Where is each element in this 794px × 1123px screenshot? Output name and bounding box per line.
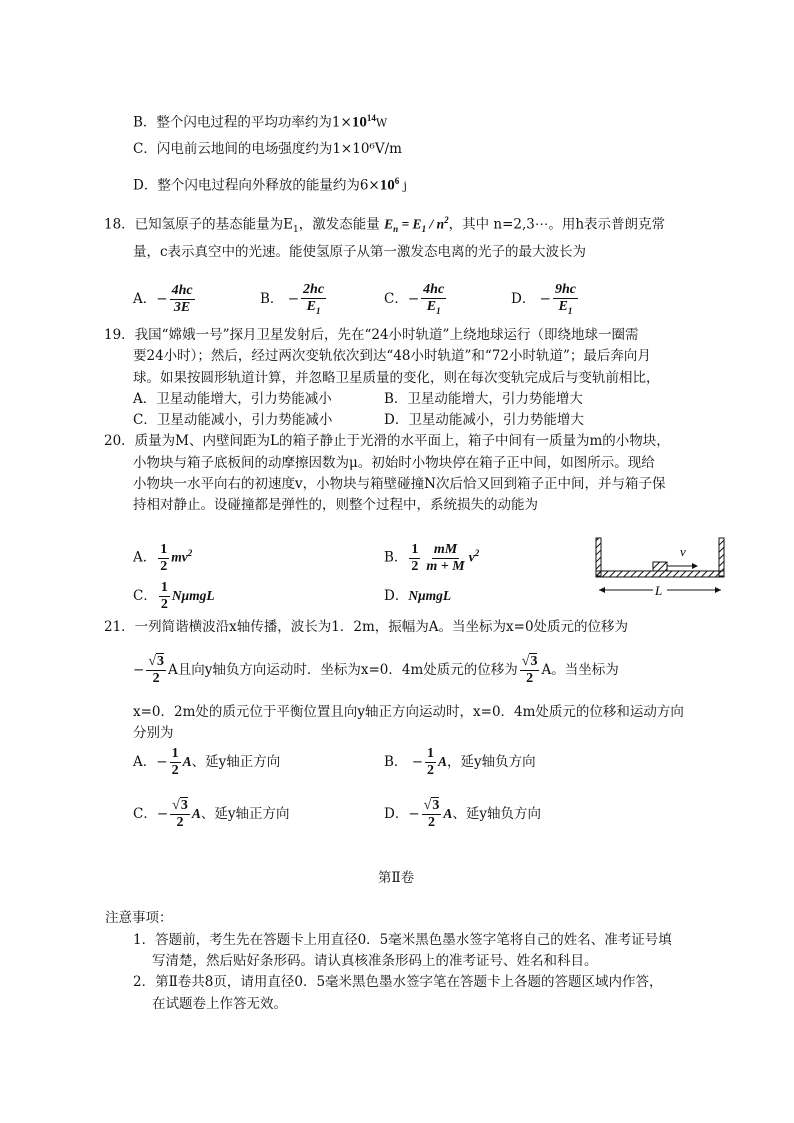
q19-stem-line3: 球。如果按圆形轨道计算，并忽略卫星质量的变化，则在每次变轨完成后与变轨前相比，: [133, 370, 660, 386]
q19-stem-line1: 19．我国“嫦娥一号”探月卫星发射后，先在“24小时轨道”上绕地球运行（即绕地球一圈需: [104, 327, 639, 343]
q21-option-d: D．− $\frac{√3}{2}$ A、延y轴负方向: [384, 798, 541, 830]
notice-item-1-line1: 1．答题前，考生先在答题卡上用直径0．5毫米黑色墨水签字笔将自己的姓名、准考证号填: [133, 932, 672, 948]
q20-option-b: B． $\frac{1}{2}$ $\frac{mM}{m + M}$ $v^2$: [384, 541, 480, 574]
box-left-wall: [596, 538, 601, 576]
notice-item-1-line2: 写清楚，然后贴好条形码。请认真核准条形码上的准考证号、姓名和科目。: [152, 953, 598, 969]
q18-option-a: A．− $\frac{4hc}{3E}$: [133, 283, 193, 315]
part2-title: 第Ⅱ卷: [378, 870, 415, 886]
q21-stem-line1: 21．一列简谐横波沿x轴传播，波长为1．2m，振幅为A。当坐标为x=0处质元的位移为: [104, 619, 629, 635]
small-block: [653, 562, 667, 571]
q20-box-figure: [590, 532, 730, 602]
notice-heading: 注意事项：: [105, 910, 173, 926]
box-floor: [596, 571, 724, 577]
q20-option-a: A． $\frac{1}{2}$ $mv^2$: [133, 541, 193, 574]
q17-option-b: B．整个闪电过程的平均功率约为$1\times 10^{14}W$: [133, 113, 388, 131]
q21-stem-line2: − $\frac{√3}{2}$ A且向y轴负方向运动时．坐标为x=0．4m处质元的位移为 $\frac{√3}{2}$ A。当坐标为: [133, 654, 619, 686]
q19-stem-line2: 要24小时）；然后，经过两次变轨依次到达“48小时轨道”和“72小时轨道”；最后奔向月: [133, 348, 651, 364]
notice-item-2-line1: 2．第Ⅱ卷共8页，请用直径0．5毫米黑色墨水签字笔在答题卡上各题的答题区域内作答，: [133, 974, 663, 990]
q19-option-b: B．卫星动能增大，引力势能增大: [384, 391, 583, 407]
q21-option-b: B． − $\frac{1}{2}$ A，延y轴负方向: [384, 746, 536, 778]
q20-stem-line3: 小物块一水平向右的初速度v，小物块与箱壁碰撞N次后恰又回到箱子正中间，并与箱子保: [133, 476, 666, 492]
q19-option-c: C．卫星动能减小，引力势能减小: [133, 412, 333, 428]
q18-option-d: D． − $\frac{9hc}{E_1}$: [511, 282, 576, 316]
q20-stem-line4: 持相对静止。设碰撞都是弹性的，则整个过程中，系统损失的动能为: [133, 497, 538, 513]
q21-stem-line4: 分别为: [133, 725, 174, 741]
q18-option-c: C．− $\frac{4hc}{E_1}$: [384, 282, 445, 316]
q21-stem-line3: x=0．2m处的质元位于平衡位置且向y轴正方向运动时，x=0．4m处质元的位移和运动方向: [133, 704, 684, 720]
velocity-label: v: [680, 544, 686, 559]
q21-option-c: C．− $\frac{√3}{2}$ A、延y轴正方向: [133, 798, 290, 830]
q18-stem-line1: 18．已知氢原子的基态能量为$E_1$，激发态能量 $E_n = E_1 / n^2$，其中 n=2,3⋯。用h表示普朗克常: [104, 215, 666, 236]
q20-stem-line2: 小物块与箱子底板间的动摩擦因数为μ。初始时小物块停在箱子正中间，如图所示。现给: [133, 455, 655, 471]
box-right-wall: [719, 538, 724, 576]
q19-option-a: A．卫星动能增大，引力势能减小: [133, 391, 332, 407]
q17-option-c: C．闪电前云地间的电场强度约为1×10⁶V/m: [133, 141, 402, 157]
q21-option-a: A．− $\frac{1}{2}$ A、延y轴正方向: [133, 746, 281, 778]
q19-option-d: D．卫星动能减小，引力势能增大: [384, 412, 584, 428]
q18-stem-line2: 量，c表示真空中的光速。能使氢原子从第一激发态电离的光子的最大波长为: [133, 244, 587, 260]
length-label: L: [655, 583, 663, 598]
q18-option-b: B． − $\frac{2hc}{E_1}$: [260, 282, 325, 316]
q20-stem-line1: 20．质量为M、内壁间距为L的箱子静止于光滑的水平面上，箱子中间有一质量为m的小物块，: [104, 433, 670, 449]
q20-option-d: D．NμmgL: [384, 588, 452, 604]
velocity-arrowhead: [692, 563, 698, 569]
q20-option-c: C． $\frac{1}{2}$ NμmgL: [133, 580, 215, 612]
q17-option-d: D．整个闪电过程向外释放的能量约为$6\times 10^6$ j: [133, 176, 407, 194]
notice-item-2-line2: 在试题卷上作答无效。: [152, 996, 287, 1012]
